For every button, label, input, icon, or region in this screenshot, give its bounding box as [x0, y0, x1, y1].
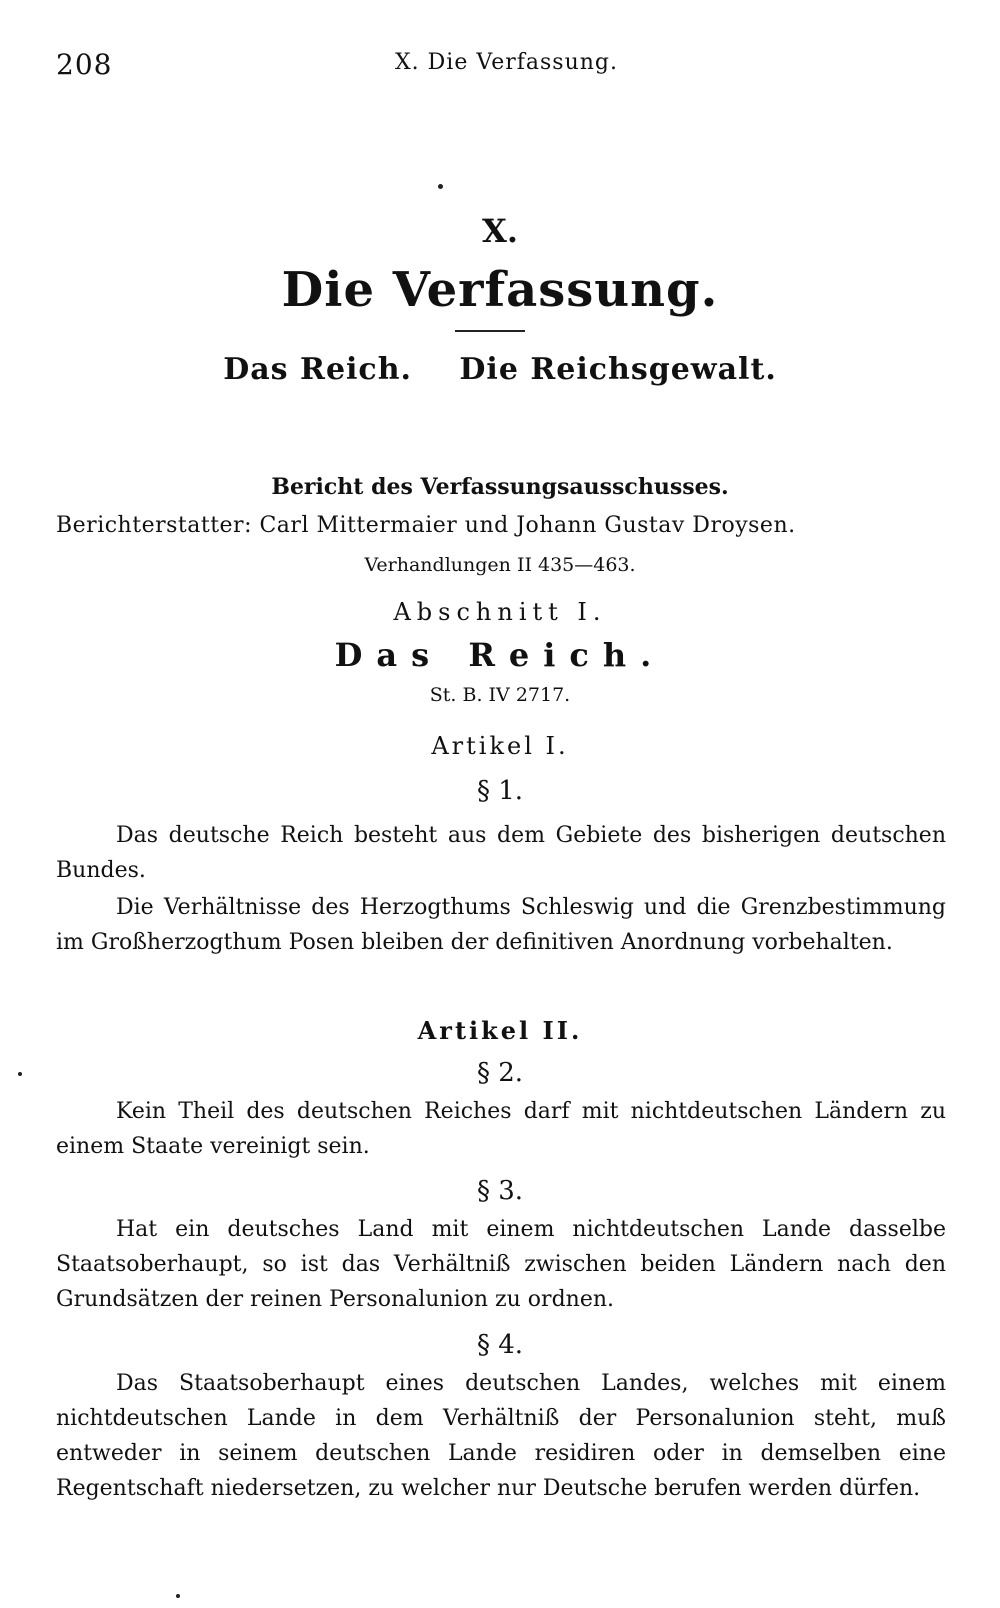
section-heading-part2: Die Reichsgewalt.	[459, 352, 777, 387]
running-title: X. Die Verfassung.	[395, 50, 618, 75]
paragraph-mark: § 1.	[476, 776, 524, 806]
print-speck	[438, 184, 443, 189]
print-speck	[176, 1594, 180, 1598]
running-header	[0, 40, 1000, 90]
abschnitt-label: Abschnitt I.	[393, 598, 607, 626]
article-heading: Artikel II.	[417, 1016, 583, 1045]
paragraph-text: Die Verhältnisse des Herzogthums Schleswig und die Grenzbestimmung im Großherzogthum Posen bleiben der definitiven Anordnung vorbehalten.	[56, 895, 946, 955]
section-heading-part1: Das Reich.	[223, 352, 412, 387]
chapter-number: X.	[482, 212, 518, 250]
print-speck	[18, 1072, 22, 1076]
chapter-title: Die Verfassung.	[281, 262, 719, 318]
stenographic-reference: St. B. IV 2717.	[429, 684, 571, 706]
paragraph-text: Das Staatsoberhaupt eines deutschen Landes, welches mit einem nichtdeutschen Lande in dem Verhältniß der Personalunion steht, muß entweder in seinem deutschen Lande residiren oder in demselben eine Regentschaft niedersetzen, zu welcher nur Deutsche berufen werden dürfen.	[56, 1371, 946, 1501]
paragraph-mark: § 3.	[476, 1176, 524, 1206]
paragraph-text: Hat ein deutsches Land mit einem nichtdeutschen Lande dasselbe Staatsoberhaupt, so ist das Verhältniß zwischen beiden Ländern nach den Grundsätzen der reinen Personalunion zu ordnen.	[56, 1217, 946, 1312]
section-heading	[0, 352, 1000, 387]
abschnitt-title: Das Reich.	[334, 636, 666, 674]
page-number: 208	[56, 48, 113, 81]
paragraph-text: Kein Theil des deutschen Reiches darf mit nichtdeutschen Ländern zu einem Staate vereinigt sein.	[56, 1099, 946, 1159]
title-divider	[455, 330, 525, 332]
article-heading: Artikel I.	[431, 732, 569, 760]
paragraph-text: Das deutsche Reich besteht aus dem Gebiete des bisherigen deutschen Bundes.	[56, 823, 946, 883]
paragraph-mark: § 4.	[476, 1330, 524, 1360]
paragraph-mark: § 2.	[476, 1058, 524, 1088]
report-title: Bericht des Verfassungsausschusses.	[271, 474, 729, 500]
reporters-line: Berichterstatter: Carl Mittermaier und Johann Gustav Droysen.	[56, 513, 796, 538]
proceedings-reference: Verhandlungen II 435—463.	[364, 554, 636, 576]
